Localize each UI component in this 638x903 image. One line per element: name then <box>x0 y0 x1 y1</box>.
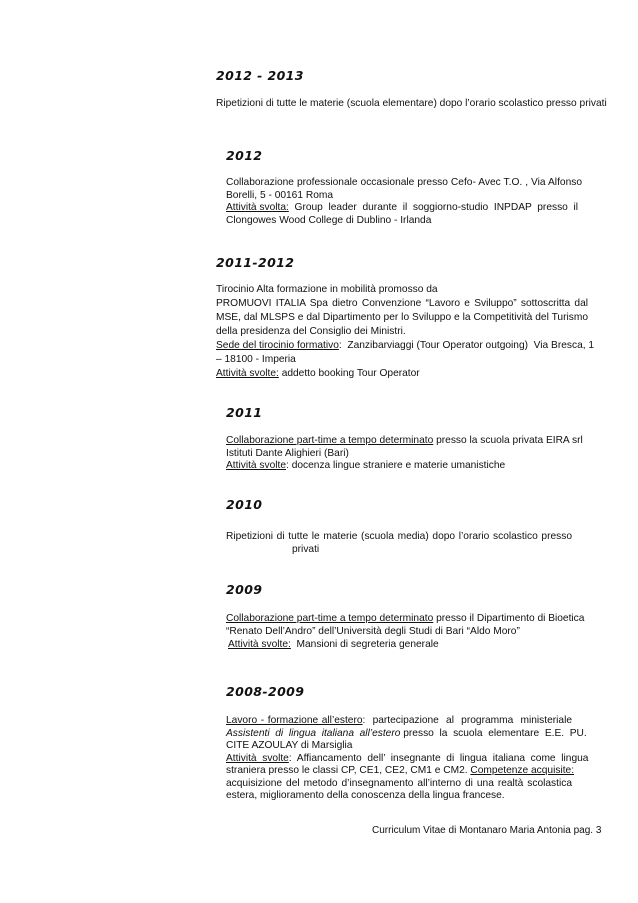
body-line <box>216 367 588 381</box>
section-body <box>216 98 607 111</box>
activity-text: Mansioni di segreteria generale <box>290 639 439 650</box>
body-line: MSE, dal MLSPS e dal Dipartimento per lo Sviluppo e la Competitività del Turismo <box>216 312 588 323</box>
internship-location-label: Sede del tirocinio formativo <box>216 340 339 351</box>
body-line: estera, miglioramento della conoscenza della lingua francese. <box>226 790 505 801</box>
body-line: Ripetizioni di tutte le materie (scuola media) dopo l’orario scolastico presso <box>226 531 572 542</box>
body-line: Istituti Dante Alighieri (Bari) <box>226 447 349 459</box>
activity-label: Attività svolte <box>226 460 287 471</box>
body-line <box>226 435 582 448</box>
body-line <box>226 765 575 778</box>
body-line: Tirocinio Alta formazione in mobilità promosso da <box>216 284 438 295</box>
job-type-text: : partecipazione al programma ministeriale <box>362 715 572 726</box>
program-text: presso la scuola elementare E.E. PU. <box>400 727 587 739</box>
activity-text: : docenza lingue straniere e materie umanistiche <box>286 460 506 471</box>
body-line: Collaborazione professionale occasionale presso Cefo- Avec T.O. , Via Alfonso <box>226 177 582 188</box>
body-line <box>226 460 582 473</box>
body-line: Ripetizioni di tutte le materie (scuola elementare) dopo l’orario scolastico presso privati <box>216 98 607 109</box>
job-type-label: Collaborazione part-time a tempo determinato <box>226 435 434 446</box>
section-body <box>226 177 582 227</box>
skills-label: Competenze acquisite: <box>470 765 575 776</box>
section-body <box>226 531 572 556</box>
activity-text: : Affiancamento dell’ insegnante di lingua italiana come lingua <box>288 752 589 764</box>
section-year-heading: 2011-2012 <box>216 255 295 270</box>
body-line <box>226 715 572 728</box>
body-line: acquisizione del metodo d’insegnamento all’interno di una realtà scolastica <box>226 777 572 789</box>
body-line <box>226 752 589 766</box>
page-footer: Curriculum Vitae di Montanaro Maria Antonia pag. 3 <box>372 825 602 836</box>
body-line <box>226 202 582 215</box>
section-year-heading: 2010 <box>226 497 263 512</box>
body-line <box>226 638 582 651</box>
program-name: Assistenti di lingua italiana all’estero <box>226 727 401 739</box>
job-type-label: Lavoro - formazione all’estero <box>226 715 363 726</box>
body-line <box>226 727 587 741</box>
section-year-heading: 2012 <box>226 148 263 163</box>
body-line <box>226 612 585 625</box>
body-line: privati <box>292 543 320 555</box>
job-type-label: Collaborazione part-time a tempo determinato <box>226 613 434 624</box>
activity-label: Attività svolta: <box>226 202 289 213</box>
body-line: della presidenza del Consiglio dei Ministri. <box>216 326 406 337</box>
body-line: Borelli, 5 - 00161 Roma <box>226 189 334 201</box>
section-year-heading: 2008-2009 <box>226 684 305 699</box>
internship-location-text: : Zanzibarviaggi (Tour Operator outgoing) Via Bresca, 1 <box>338 340 595 351</box>
activity-label: Attività svolte: <box>216 368 279 379</box>
body-line: – 18100 - Imperia <box>216 354 296 365</box>
job-type-text: presso la scuola privata EIRA srl <box>433 435 583 446</box>
activity-label: Attività svolte <box>226 752 289 764</box>
section-body <box>226 612 585 651</box>
section-body <box>216 283 595 381</box>
activity-text: straniera presso le classi CP, CE1, CE2, CM1 e CM2. <box>226 765 471 776</box>
section-year-heading: 2009 <box>226 582 263 597</box>
section-year-heading: 2011 <box>226 405 263 420</box>
section-body <box>226 715 589 803</box>
section-body <box>226 435 582 473</box>
section-year-heading: 2012 - 2013 <box>216 68 304 83</box>
activity-text: Group leader durante il soggiorno-studio INPDAP presso il <box>288 202 579 213</box>
activity-text: addetto booking Tour Operator <box>278 368 420 379</box>
body-line: PROMUOVI ITALIA Spa dietro Convenzione “Lavoro e Sviluppo” sottoscritta dal <box>216 298 588 309</box>
job-type-text: presso il Dipartimento di Bioetica <box>433 613 585 624</box>
body-line <box>216 339 595 353</box>
activity-label: Attività svolte: <box>228 639 291 650</box>
body-line: Clongowes Wood College di Dublino - Irlanda <box>226 214 432 226</box>
body-line: “Renato Dell’Andro” dell’Università degli Studi di Bari “Aldo Moro” <box>226 626 520 637</box>
body-line: CITE AZOULAY di Marsiglia <box>226 740 353 751</box>
